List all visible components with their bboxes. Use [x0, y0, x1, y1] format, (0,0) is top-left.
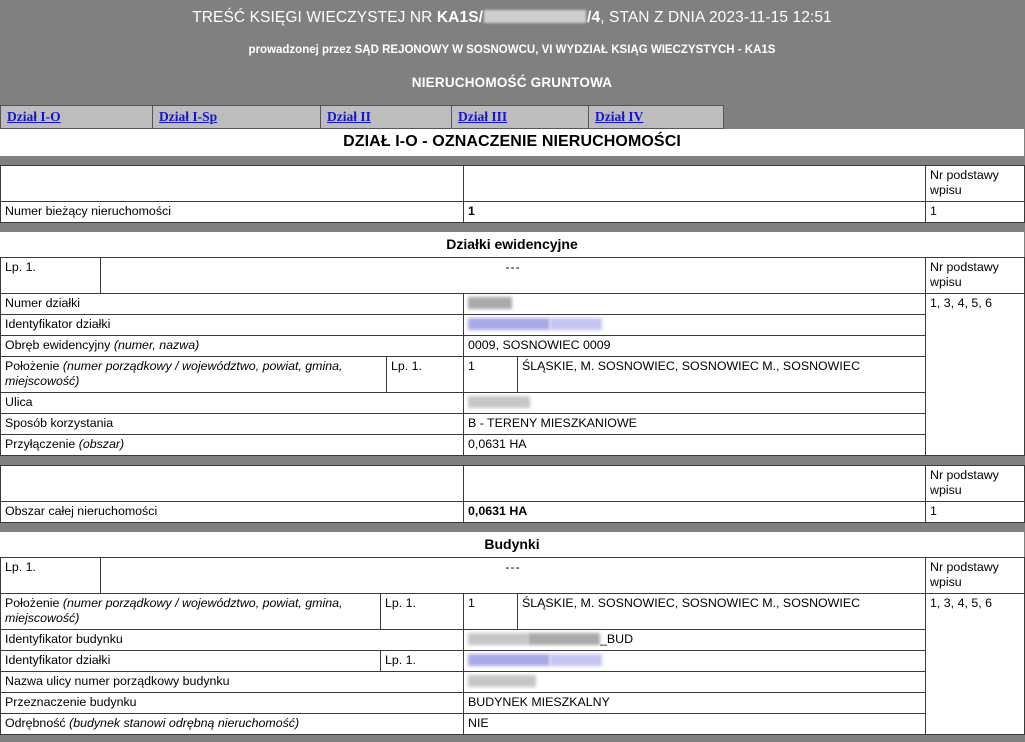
label-text: Odrębność	[5, 716, 70, 730]
row-label-odrebnosc	[1, 714, 464, 735]
nr-podstawy-line1: Nr podstawy	[930, 560, 999, 574]
row-label-numer-biezacy: Numer bieżący nieruchomości	[1, 202, 464, 223]
tab-dzial-iii-link[interactable]: Dział III	[458, 108, 508, 124]
row-value-odrebnosc: NIE	[464, 714, 926, 735]
row-label-polozenie-budynek	[1, 594, 381, 630]
table-numer-biezacy	[0, 165, 1025, 223]
tab-dzial-ii[interactable]	[321, 106, 452, 128]
label-text-italic: (numer porządkowy / województwo, powiat, gmina, miejscowość)	[5, 596, 343, 625]
table-row	[1, 435, 1025, 456]
row-label-obreb-ewidencyjny	[1, 336, 464, 357]
label-text: Obręb ewidencyjny	[5, 338, 114, 352]
row-value-przeznaczenie-budynku: BUDYNEK MIESZKALNY	[464, 693, 926, 714]
redaction-block-identyfikator-a	[468, 318, 550, 330]
header-shade-right	[464, 466, 926, 502]
tab-dzial-i-o-link[interactable]: Dział I-O	[7, 108, 61, 124]
sub-num-polozenie-budynek: 1	[464, 594, 518, 630]
redaction-block-budynek-a	[468, 633, 528, 645]
dzial-tabs	[0, 105, 724, 129]
nr-podstawy-line2: wpisu	[930, 183, 962, 197]
title-prefix: TREŚĆ KSIĘGI WIECZYSTEJ NR	[192, 9, 437, 26]
row-value-identyfikator-dzialki	[464, 315, 926, 336]
row-value-sposob-korzystania: B - TERENY MIESZKANIOWE	[464, 414, 926, 435]
spacer-2	[0, 223, 1024, 232]
header-shade-left	[1, 466, 464, 502]
tab-dzial-iii[interactable]	[452, 106, 589, 128]
tab-dzial-i-sp-link[interactable]: Dział I-Sp	[159, 108, 218, 124]
redaction-block-ident-dzialki-a	[468, 654, 550, 666]
table-row	[1, 393, 1025, 414]
header-shade-right	[464, 166, 926, 202]
table-dzialki-ewidencyjne	[0, 257, 1025, 456]
table-row	[1, 414, 1025, 435]
row-nr-podstawy-dzialki: 1, 3, 4, 5, 6	[926, 294, 1025, 456]
redaction-block-ident-dzialki-b	[550, 654, 602, 666]
title-kw-suffix: /4	[587, 9, 601, 26]
row-nr-podstawy-numer-biezacy: 1	[926, 202, 1025, 223]
dots-marker-dzialki: ---	[101, 258, 926, 294]
table-row-header	[1, 166, 1025, 202]
nr-podstawy-line2: wpisu	[930, 275, 962, 289]
redaction-block-nazwa-ulicy	[468, 675, 536, 687]
label-text: Przyłączenie	[5, 437, 79, 451]
row-label-przeznaczenie-budynku: Przeznaczenie budynku	[1, 693, 464, 714]
property-type-label: NIERUCHOMOŚĆ GRUNTOWA	[411, 75, 613, 90]
row-value-numer-biezacy: 1	[464, 202, 926, 223]
table-row	[1, 357, 1025, 393]
row-value-ulica	[464, 393, 926, 414]
band-budynki: Budynki	[0, 532, 1024, 557]
lp-cell-budynki: Lp. 1.	[1, 558, 101, 594]
row-label-identyfikator-dzialki-budynek: Identyfikator działki	[1, 651, 381, 672]
spacer-4	[0, 523, 1024, 532]
row-label-ulica: Ulica	[1, 393, 464, 414]
label-text: Położenie	[5, 596, 63, 610]
row-label-identyfikator-budynku: Identyfikator budynku	[1, 630, 464, 651]
lp-cell-dzialki: Lp. 1.	[1, 258, 101, 294]
row-label-przylaczenie	[1, 435, 464, 456]
row-label-numer-dzialki: Numer działki	[1, 294, 464, 315]
row-label-nazwa-ulicy: Nazwa ulicy numer porządkowy budynku	[1, 672, 464, 693]
nr-podstawy-header	[926, 558, 1025, 594]
row-value-obreb-ewidencyjny: 0009, SOSNOWIEC 0009	[464, 336, 926, 357]
redaction-block-title	[484, 10, 586, 23]
page-title	[0, 6, 1024, 28]
sub-lp-identyfikator-dzialki-budynek: Lp. 1.	[381, 651, 464, 672]
row-value-polozenie-budynek: ŚLĄSKIE, M. SOSNOWIEC, SOSNOWIEC M., SOSNOWIEC	[518, 594, 926, 630]
row-value-obszar: 0,0631 HA	[464, 502, 926, 523]
row-value-polozenie: ŚLĄSKIE, M. SOSNOWIEC, SOSNOWIEC M., SOSNOWIEC	[518, 357, 926, 393]
row-value-przylaczenie: 0,0631 HA	[464, 435, 926, 456]
nr-podstawy-line1: Nr podstawy	[930, 260, 999, 274]
header-shade-left	[1, 166, 464, 202]
table-row	[1, 693, 1025, 714]
nr-podstawy-line1: Nr podstawy	[930, 168, 999, 182]
table-obszar-calej-nieruchomosci	[0, 465, 1025, 523]
label-text-italic: (obszar)	[78, 437, 125, 451]
table-row	[1, 672, 1025, 693]
sub-num-polozenie: 1	[464, 357, 518, 393]
tab-dzial-iv[interactable]	[589, 106, 723, 128]
nr-podstawy-header	[926, 258, 1025, 294]
table-row	[1, 315, 1025, 336]
row-label-obszar: Obszar całej nieruchomości	[1, 502, 464, 523]
table-budynki	[0, 557, 1025, 735]
row-value-identyfikator-budynku-suffix: _BUD	[600, 632, 634, 646]
row-nr-podstawy-obszar: 1	[926, 502, 1025, 523]
label-text-italic: (numer, nazwa)	[113, 338, 200, 352]
tab-dzial-ii-link[interactable]: Dział II	[327, 108, 371, 124]
row-value-nazwa-ulicy	[464, 672, 926, 693]
redaction-block-ulica	[468, 396, 530, 408]
spacer-1	[0, 156, 1024, 165]
label-text-italic: (numer porządkowy / województwo, powiat, gmina, miejscowość)	[5, 359, 343, 388]
redaction-block-identyfikator-b	[550, 318, 602, 330]
table-row	[1, 202, 1025, 223]
redaction-block-budynek-b	[528, 633, 600, 645]
sub-lp-polozenie-budynek: Lp. 1.	[381, 594, 464, 630]
row-value-numer-dzialki	[464, 294, 926, 315]
row-nr-podstawy-budynki: 1, 3, 4, 5, 6	[926, 594, 1025, 735]
tab-dzial-iv-link[interactable]: Dział IV	[595, 108, 644, 124]
row-label-identyfikator-dzialki: Identyfikator działki	[1, 315, 464, 336]
document-header	[0, 0, 1024, 129]
nr-podstawy-line1: Nr podstawy	[930, 468, 999, 482]
nr-podstawy-line2: wpisu	[930, 575, 962, 589]
row-label-sposob-korzystania: Sposób korzystania	[1, 414, 464, 435]
court-subtitle: prowadzonej przez SĄD REJONOWY W SOSNOWCU, VI WYDZIAŁ KSIĄG WIECZYSTYCH - KA1S	[248, 44, 776, 56]
dzial-section-title: DZIAŁ I-O - OZNACZENIE NIERUCHOMOŚCI	[0, 129, 1024, 156]
nr-podstawy-header	[926, 166, 1025, 202]
nr-podstawy-header	[926, 466, 1025, 502]
table-row	[1, 714, 1025, 735]
sub-lp-polozenie: Lp. 1.	[387, 357, 464, 393]
table-row	[1, 594, 1025, 630]
table-row-header	[1, 258, 1025, 294]
table-row	[1, 294, 1025, 315]
nr-podstawy-line2: wpisu	[930, 483, 962, 497]
table-row-header	[1, 558, 1025, 594]
table-row-header	[1, 466, 1025, 502]
row-label-polozenie	[1, 357, 387, 393]
title-timestamp: , STAN Z DNIA 2023-11-15 12:51	[600, 9, 832, 26]
band-dzialki-ewidencyjne: Działki ewidencyjne	[0, 232, 1024, 257]
label-text-italic: (budynek stanowi odrębną nieruchomość)	[69, 716, 300, 730]
label-text: Położenie	[5, 359, 63, 373]
redaction-block-numer-dzialki	[468, 297, 512, 309]
table-row	[1, 502, 1025, 523]
title-kw-number: KA1S/	[436, 9, 484, 26]
row-value-identyfikator-budynku	[464, 630, 926, 651]
spacer-3	[0, 456, 1024, 465]
tab-dzial-i-o[interactable]	[1, 106, 153, 128]
table-row	[1, 651, 1025, 672]
table-row	[1, 630, 1025, 651]
dots-marker-budynki: ---	[101, 558, 926, 594]
tab-dzial-i-sp[interactable]	[153, 106, 321, 128]
row-value-identyfikator-dzialki-budynek	[464, 651, 926, 672]
table-row	[1, 336, 1025, 357]
spacer-bottom	[0, 735, 1024, 742]
